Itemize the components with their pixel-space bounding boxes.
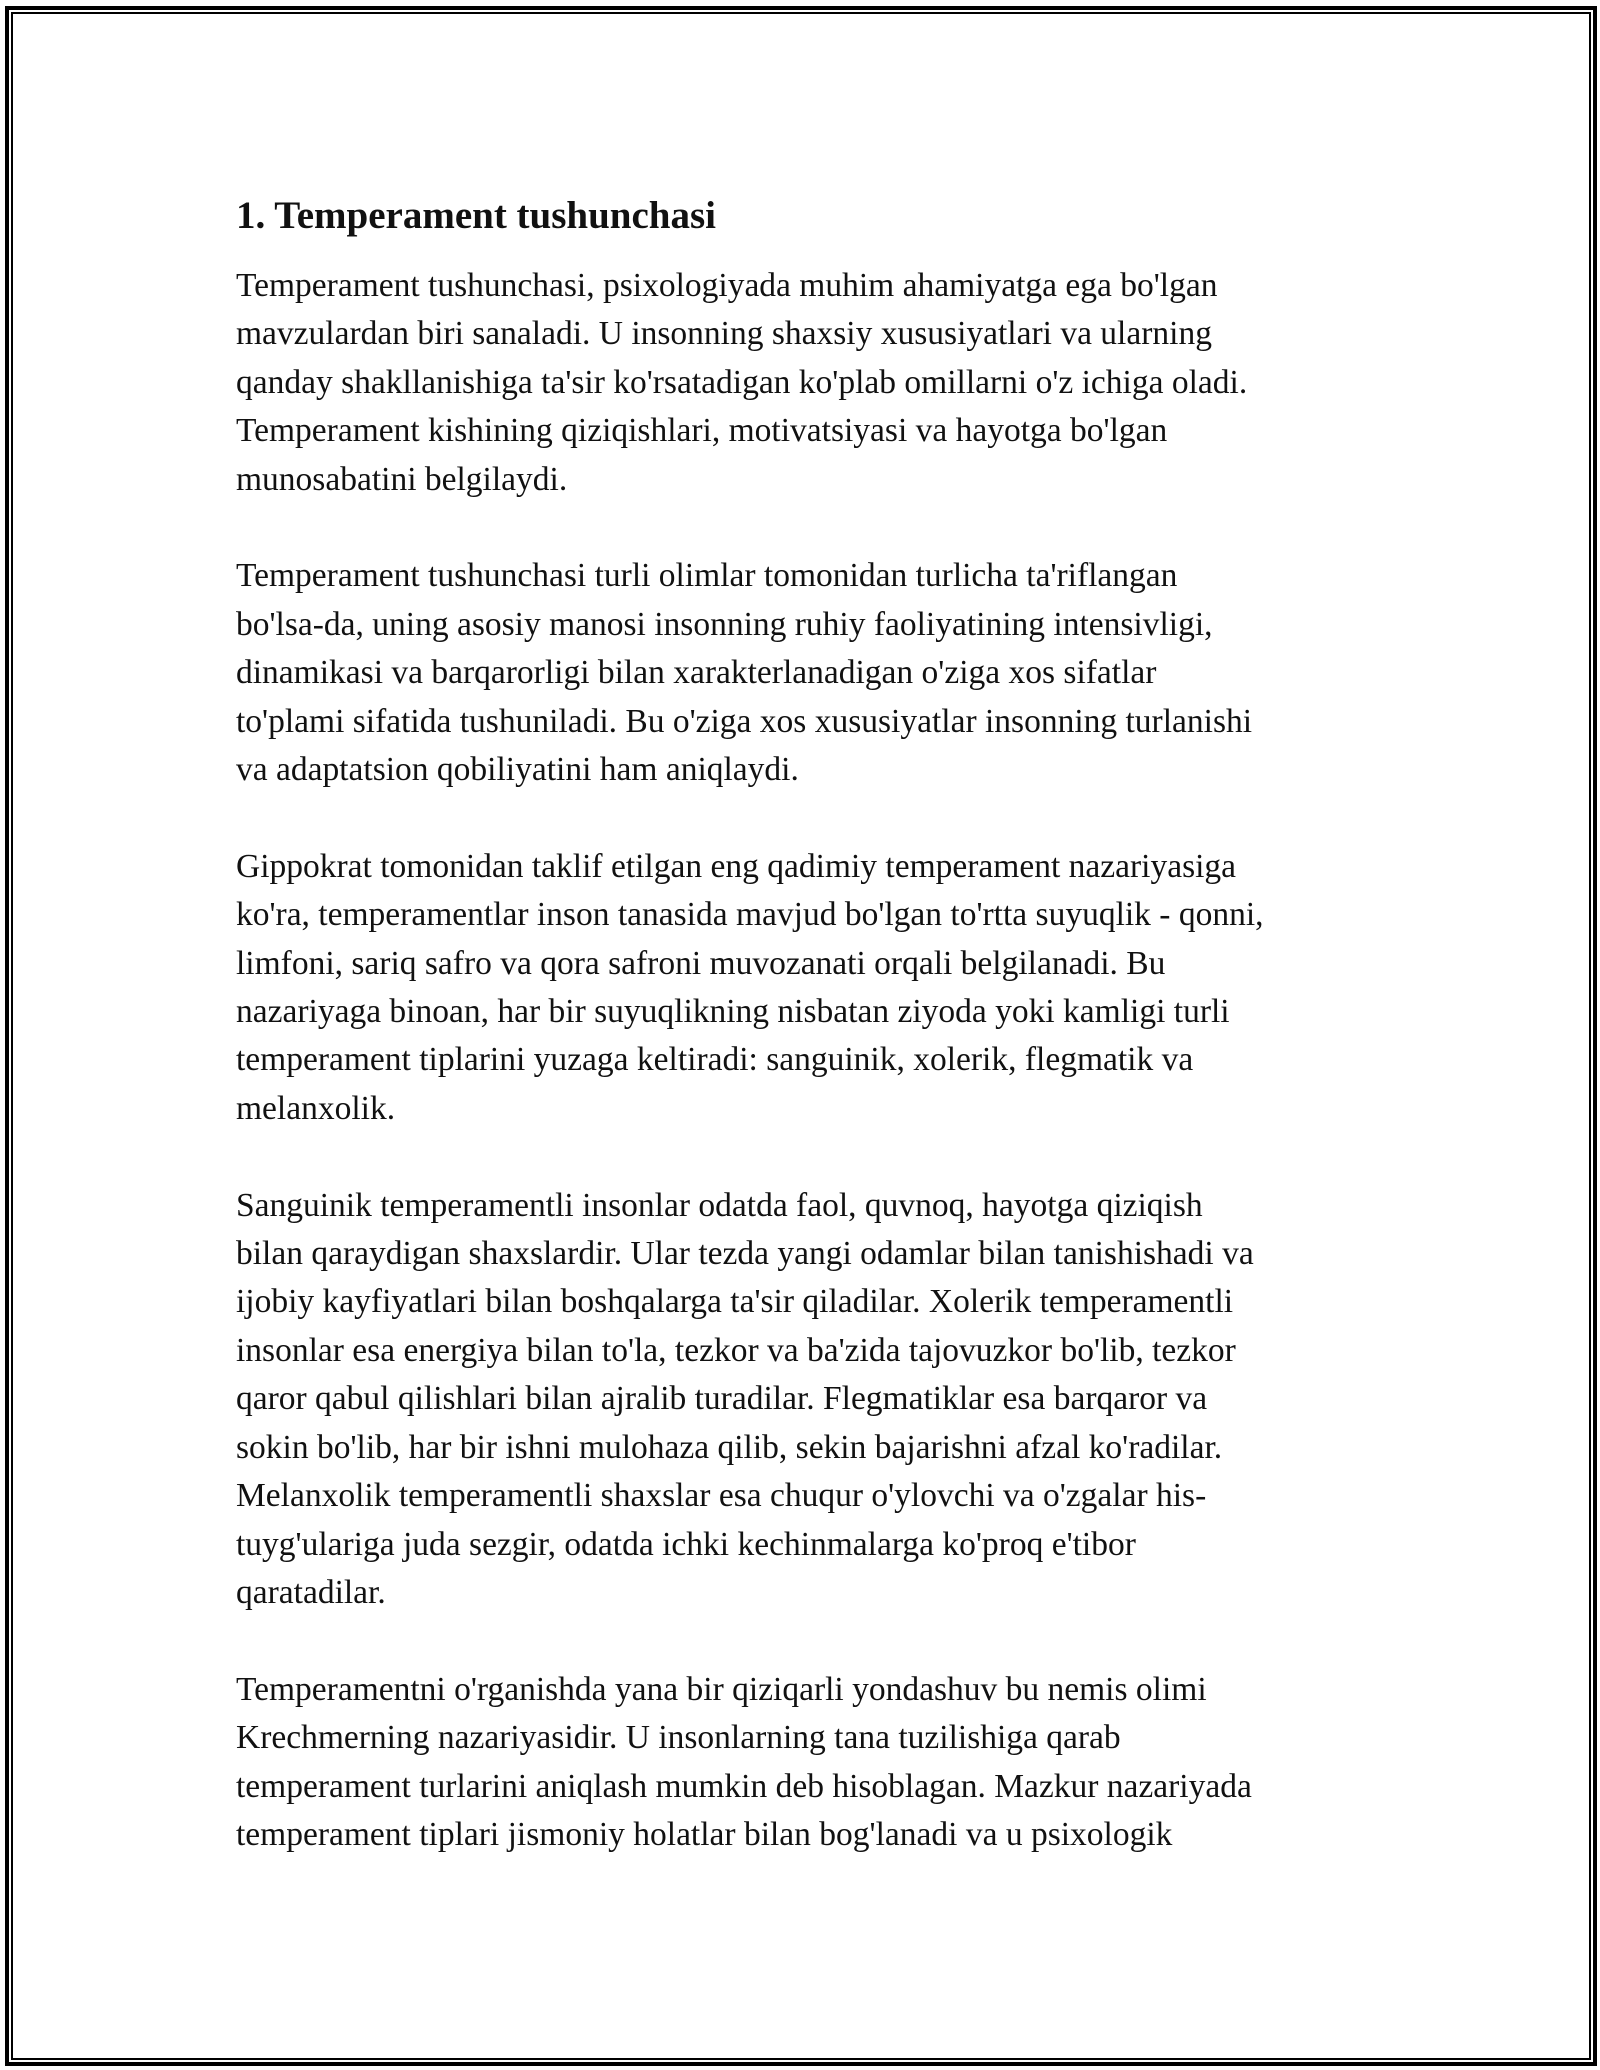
paragraph-hippocrates: Gippokrat tomonidan taklif etilgan eng qadimiy temperament nazariyasiga ko'ra, temperamentlar inson tanasida mavjud bo'lgan to'rtta suyuqlik - qonni, limfoni, sariq safro va qora safroni muvozanati orqali belgilanadi. Bu nazariyaga binoan, har bir suyuqlikning nisbatan ziyoda yoki kamligi turli temperament tiplarini yuzaga keltiradi: sanguinik, xolerik, flegmatik va melanxolik.	[236, 847, 1264, 1127]
paragraph-temperament-types: Sanguinik temperamentli insonlar odatda faol, quvnoq, hayotga qiziqish bilan qaraydigan shaxslardir. Ular tezda yangi odamlar bilan tanishishadi va ijobiy kayfiyatlari bilan boshqalarga ta'sir qiladilar. Xolerik temperamentli insonlar esa energiya bilan to'la, tezkor va ba'zida tajovuzkor bo'lib, tezkor qaror qabul qilishlari bilan ajralib turadilar. Flegmatiklar esa barqaror va sokin bo'lib, har bir ishni mulohaza qilib, sekin bajarishni afzal ko'radilar. Melanxolik temperamentli shaxslar esa chuqur o'ylovchi va o'zgalar his- tuyg'ulariga juda sezgir, odatda ichki kechinmalarga ko'proq e'tibor qaratadilar.	[236, 1186, 1254, 1611]
paragraph-kretschmer: Temperamentni o'rganishda yana bir qiziqarli yondashuv bu nemis olimi Krechmerning nazariyasidir. U insonlarning tana tuzilishiga qarab temperament turlarini aniqlash mumkin deb hisoblagan. Mazkur nazariyada temperament tiplari jismoniy holatlar bilan bog'lanadi va u psixologik	[236, 1670, 1252, 1853]
paragraph-meaning: Temperament tushunchasi turli olimlar tomonidan turlicha ta'riflangan bo'lsa-da, uning asosiy manosi insonning ruhiy faoliyatining intensivligi, dinamikasi va barqarorligi bilan xarakterlanadigan o'ziga xos sifatlar to'plami sifatida tushuniladi. Bu o'ziga xos xususiyatlar insonning turlanishi va adaptatsion qobiliyatini ham aniqlaydi.	[236, 557, 1253, 789]
paragraph-definition: Temperament tushunchasi, psixologiyada muhim ahamiyatga ega bo'lgan mavzulardan biri sanaladi. U insonning shaxsiy xususiyatlari va ularning qanday shakllanishiga ta'sir ko'rsatadigan ko'plab omillarni o'z ichiga oladi. Temperament kishining qiziqishlari, motivatsiyasi va hayotga bo'lgan munosabatini belgilaydi.	[236, 267, 1248, 498]
document-page	[236, 180, 1376, 1908]
section-heading: 1. Temperament tushunchasi	[236, 194, 716, 237]
